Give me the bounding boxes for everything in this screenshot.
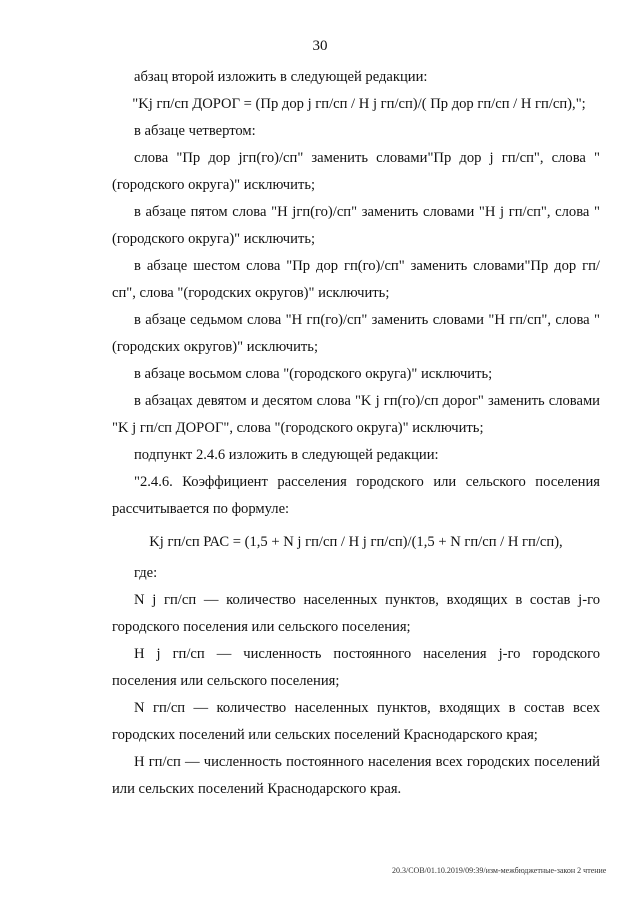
paragraph-2: в абзаце четвертом: [134, 123, 256, 139]
paragraph-9: подпункт 2.4.6 изложить в следующей редакции: [134, 447, 439, 463]
paragraph-5: в абзаце шестом слова "Пр дор гп(го)/сп" заменить словами"Пр дор гп/сп", слова "(городских округов)" исключить; [112, 258, 600, 301]
paragraph-8: в абзацах девятом и десятом слова "K j гп(го)/сп дорог" заменить словами "K j гп/сп ДОРОГ", слова "(городского округа)" исключить; [112, 393, 600, 436]
paragraph-10: "2.4.6. Коэффициент расселения городского или сельского поселения рассчитывается по формуле: [112, 474, 600, 517]
paragraph-1: абзац второй изложить в следующей редакции: [134, 69, 428, 85]
paragraph-13: H j гп/сп — численность постоянного населения j-го городского поселения или сельского поселения; [112, 646, 600, 689]
paragraph-4: в абзаце пятом слова "H jгп(го)/сп" заменить словами "H j гп/сп", слова "(городского округа)" исключить; [112, 204, 600, 247]
paragraph-15: H гп/сп — численность постоянного населения всех городских поселений или сельских поселений Краснодарского края. [112, 754, 600, 797]
page-number: 30 [312, 38, 328, 54]
paragraph-3: слова "Пр дор jгп(го)/сп" заменить словами"Пр дор j гп/сп", слова "(городского округа)" исключить; [112, 150, 600, 193]
document-body [112, 64, 600, 803]
paragraph-6: в абзаце седьмом слова "H гп(го)/сп" заменить словами "H гп/сп", слова "(городских округов)" исключить; [112, 312, 600, 355]
footer-document-id: 20.3/СОВ/01.10.2019/09:39/изм-межбюджетные-закон 2 чтение [392, 866, 607, 875]
paragraph-7: в абзаце восьмом слова "(городского округа)" исключить; [134, 366, 493, 382]
paragraph-11: где: [134, 565, 158, 581]
paragraph-14: N гп/сп — количество населенных пунктов, входящих в состав всех городских поселений или сельских поселений Краснодарского края; [112, 700, 600, 743]
formula-road-coefficient: "Kj гп/сп ДОРОГ = (Пр дор j гп/сп / H j гп/сп)/( Пр дор гп/сп / H гп/сп),"; [132, 96, 586, 112]
formula-settlement-coefficient: Kj гп/сп РАС = (1,5 + N j гп/сп / H j гп/сп)/(1,5 + N гп/сп / H гп/сп), [149, 534, 563, 550]
paragraph-12: N j гп/сп — количество населенных пунктов, входящих в состав j-го городского поселения или сельского поселения; [112, 592, 600, 635]
